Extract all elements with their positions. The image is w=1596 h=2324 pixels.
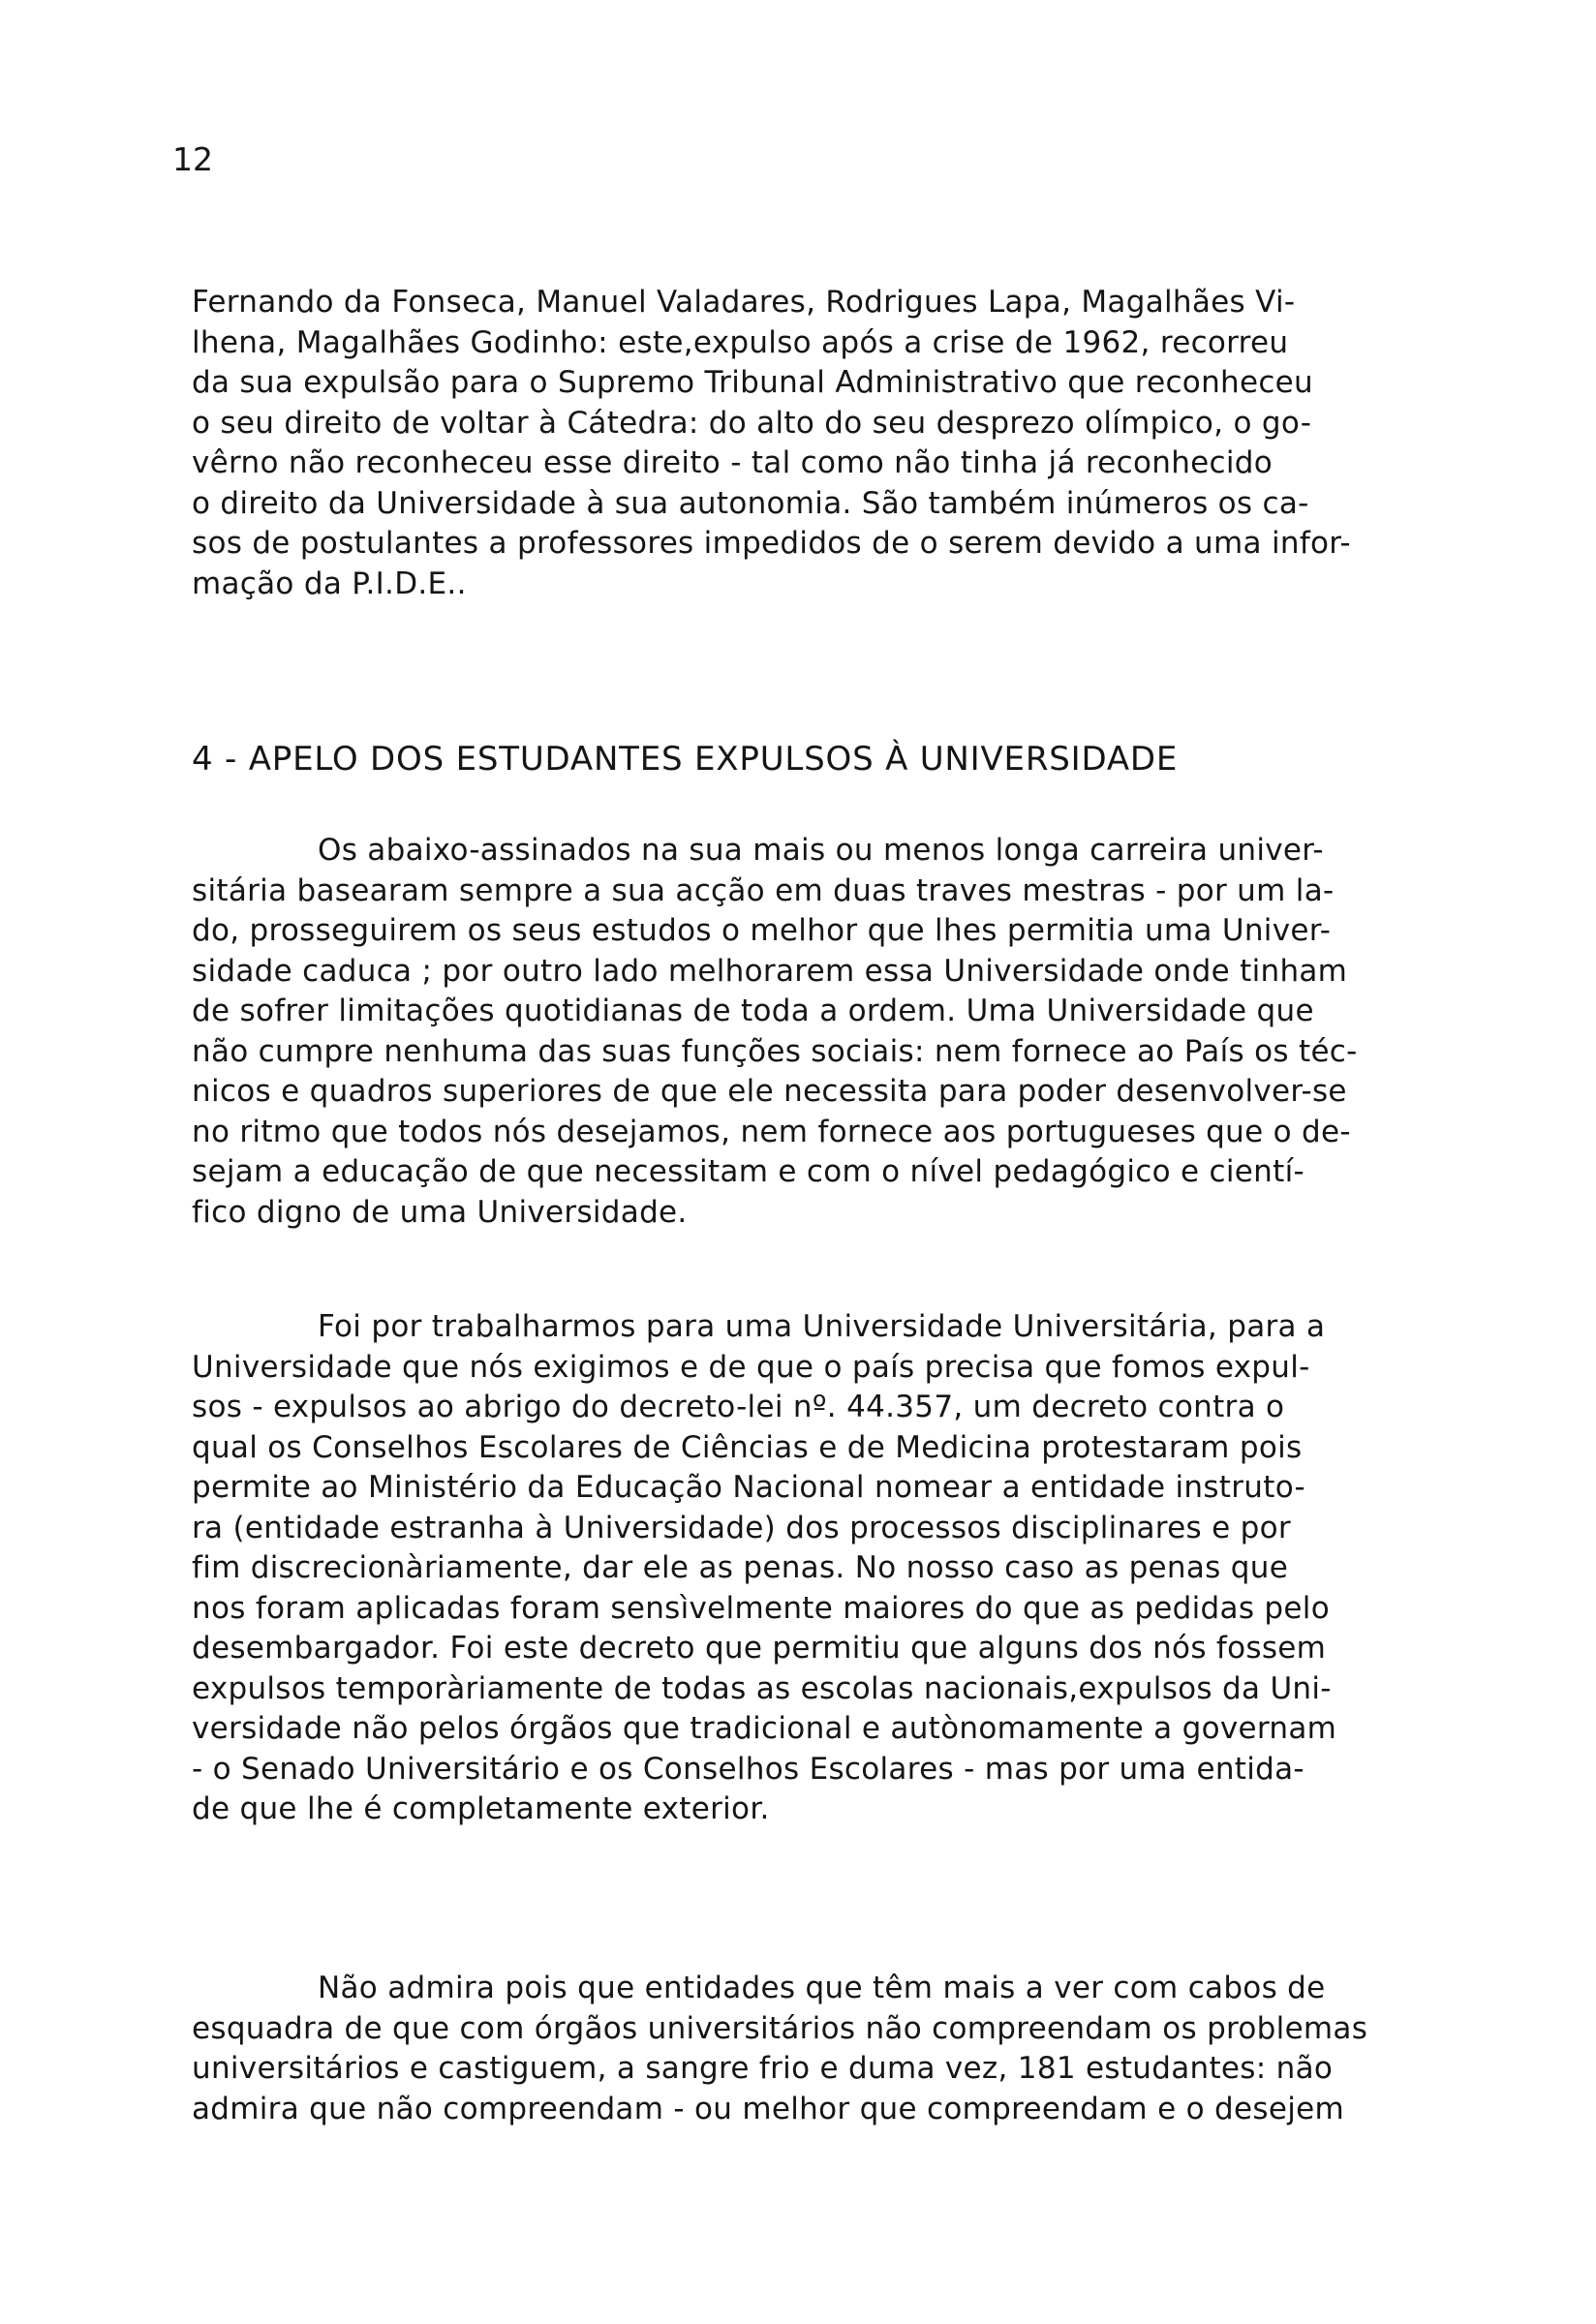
text-line: sos de postulantes a professores impedidos de o serem devido a uma infor- <box>192 526 1351 561</box>
paragraph-career <box>192 831 1441 1233</box>
text-line: nos foram aplicadas foram sensìvelmente maiores do que as pedidas pelo <box>192 1590 1330 1626</box>
text-line: no ritmo que todos nós desejamos, nem fornece aos portugueses que o de- <box>192 1114 1351 1149</box>
text-line: sejam a educação de que necessitam e com o nível pedagógico e cientí- <box>192 1154 1304 1189</box>
text-line: do, prosseguirem os seus estudos o melhor que lhes permitia uma Univer- <box>192 913 1332 948</box>
text-line: permite ao Ministério da Educação Nacional nomear a entidade instruto- <box>192 1470 1306 1505</box>
text-line: Universidade que nós exigimos e de que o país precisa que fomos expul- <box>192 1349 1310 1385</box>
text-line: mação da P.I.D.E.. <box>192 566 467 601</box>
text-line: sidade caduca ; por outro lado melhorarem essa Universidade onde tinham <box>192 953 1348 989</box>
text-line: qual os Conselhos Escolares de Ciências e de Medicina protestaram pois <box>192 1429 1303 1465</box>
text-line: nicos e quadros superiores de que ele necessita para poder desenvolver-se <box>192 1074 1347 1109</box>
text-line: lhena, Magalhães Godinho: este,expulso após a crise de 1962, recorreu <box>192 324 1289 360</box>
text-line: universitários e castiguem, a sangre frio e duma vez, 181 estudantes: não <box>192 2051 1334 2086</box>
text-line: Não admira pois que entidades que têm mais a ver com cabos de <box>318 1971 1326 2005</box>
text-line: fico digno de uma Universidade. <box>192 1194 688 1230</box>
text-line: expulsos temporàriamente de todas as escolas nacionais,expulsos da Uni- <box>192 1670 1332 1706</box>
page-number: 12 <box>172 140 213 178</box>
text-line: Fernando da Fonseca, Manuel Valadares, Rodrigues Lapa, Magalhães Vi- <box>192 285 1296 320</box>
paragraph-decree <box>192 1307 1441 1830</box>
text-line: de sofrer limitações quotidianas de toda a ordem. Uma Universidade que <box>192 994 1314 1028</box>
text-line: admira que não compreendam - ou melhor que compreendam e o desejem <box>192 2091 1344 2126</box>
paragraph-professors <box>192 283 1441 604</box>
text-line: versidade não pelos órgãos que tradicional e autònomamente a governam <box>192 1711 1337 1746</box>
text-line: esquadra de que com órgãos universitários não compreendam os problemas <box>192 2010 1368 2046</box>
text-line: vêrno não reconheceu esse direito - tal como não tinha já reconhecido <box>192 445 1274 480</box>
text-line: desembargador. Foi este decreto que permitiu que alguns dos nós fossem <box>192 1631 1327 1666</box>
text-line: Foi por trabalharmos para uma Universidade Universitária, para a <box>318 1309 1326 1344</box>
text-line: o direito da Universidade à sua autonomia. São também inúmeros os ca- <box>192 485 1309 521</box>
text-line: ra (entidade estranha à Universidade) dos processos disciplinares e por <box>192 1510 1291 1545</box>
text-line: sitária basearam sempre a sua acção em duas traves mestras - por um la- <box>192 872 1335 908</box>
text-line: Os abaixo-assinados na sua mais ou menos longa carreira univer- <box>318 833 1324 868</box>
text-line: de que lhe é completamente exterior. <box>192 1791 770 1826</box>
text-line: fim discrecionàriamente, dar ele as penas. No nosso caso as penas que <box>192 1550 1289 1585</box>
text-line: sos - expulsos ao abrigo do decreto-lei nº. 44.357, um decreto contra o <box>192 1390 1285 1424</box>
text-line: não cumpre nenhuma das suas funções sociais: nem fornece ao País os téc- <box>192 1033 1358 1069</box>
text-line: - o Senado Universitário e os Conselhos Escolares - mas por uma entida- <box>192 1751 1304 1787</box>
paragraph-conclusion <box>192 1969 1441 2129</box>
text-line: da sua expulsão para o Supremo Tribunal Administrativo que reconheceu <box>192 365 1313 400</box>
text-line: o seu direito de voltar à Cátedra: do alto do seu desprezo olímpico, o go- <box>192 405 1312 441</box>
section-heading: 4 - APELO DOS ESTUDANTES EXPULSOS À UNIVERSIDADE <box>192 740 1179 779</box>
